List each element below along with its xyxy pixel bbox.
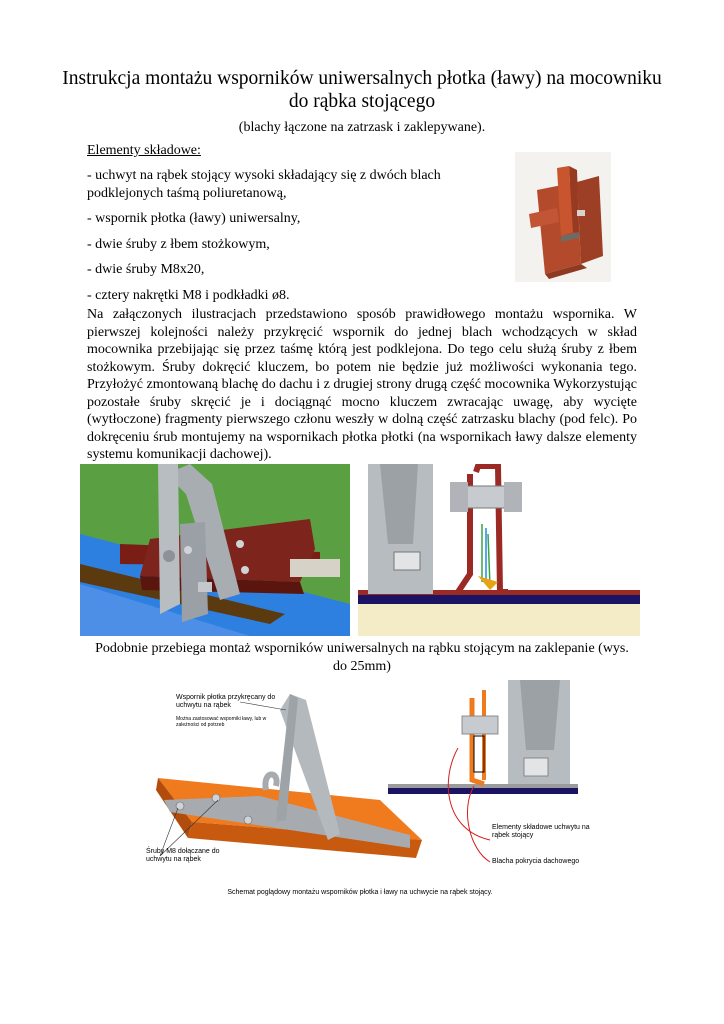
- label-elements: Elementy składowe uchwytu na rąbek stojący: [492, 824, 590, 839]
- list-item: - cztery nakrętki M8 i podkładki ø8.: [87, 287, 290, 303]
- document-title: Instrukcja montażu wsporników uniwersalnych płotka (ławy) na mocowniku do rąbka stojącego: [62, 68, 662, 112]
- illustration-cross-section: [358, 464, 640, 636]
- label-sheet: Blacha pokrycia dachowego: [492, 858, 580, 865]
- instruction-paragraph: Na załączonych ilustracjach przedstawiono sposób prawidłowego montażu wspornika. W pierwszej kolejności należy przykręcić wspornik do jednej blach wchodzących w skład mocownika przebijając się przez taśmę którą jest podklejona. Do tego celu służą śruby z łbem stożkowym. Śruby dokręcić kluczem, bo potem nie będzie już możliwości wykonania tego. Przyłożyć zmontowaną blachę do dachu i z drugiej strony drugą część mocownika Wykorzystując pozostałe śruby skręcić je i dociągnąć mocno kluczem zwracając uwagę, aby wycięte (wytłoczone) fragmenty pierwszego członu weszły w dolną część zatrzasku blachy (pod felc). Po dokręceniu śrub montujemy na wspornikach płotka płotki (na wspornikach ławy dalsze elementy systemu komunikacji dachowej).: [87, 307, 637, 462]
- section-caption: Podobnie przebiega montaż wsporników uniwersalnych na rąbku stojącym na zaklepanie (wys. do 25mm): [95, 641, 629, 674]
- illustration-mount-3d: [80, 464, 350, 636]
- product-photo: [515, 152, 611, 282]
- list-item: - uchwyt na rąbek stojący wysoki składający się z dwóch blach podklejonych taśmą poliuretanową,: [87, 168, 441, 201]
- label-bracket: Wspornik płotka przykręcany do uchwytu na rąbek: [176, 694, 276, 709]
- list-item: - dwie śruby M8x20,: [87, 262, 205, 277]
- document-subtitle: (blachy łączone na zatrzask i zaklepywane).: [238, 120, 486, 135]
- label-bolts: Śruby M8 dołączane do uchwytu na rąbek: [146, 848, 220, 863]
- components-list: [87, 167, 487, 312]
- components-heading: Elementy składowe:: [87, 143, 201, 158]
- list-item: - wspornik płotka (ławy) uniwersalny,: [87, 211, 301, 226]
- illustration-schematic: [140, 680, 588, 908]
- list-item: - dwie śruby z łbem stożkowym,: [87, 236, 270, 252]
- schematic-caption: Schemat poglądowy montażu wsporników płotka i ławy na uchwycie na rąbek stojący.: [227, 889, 493, 896]
- label-bracket-note: Można zastosować wsporniki ławy, lub w zależności od potrzeb: [176, 716, 267, 728]
